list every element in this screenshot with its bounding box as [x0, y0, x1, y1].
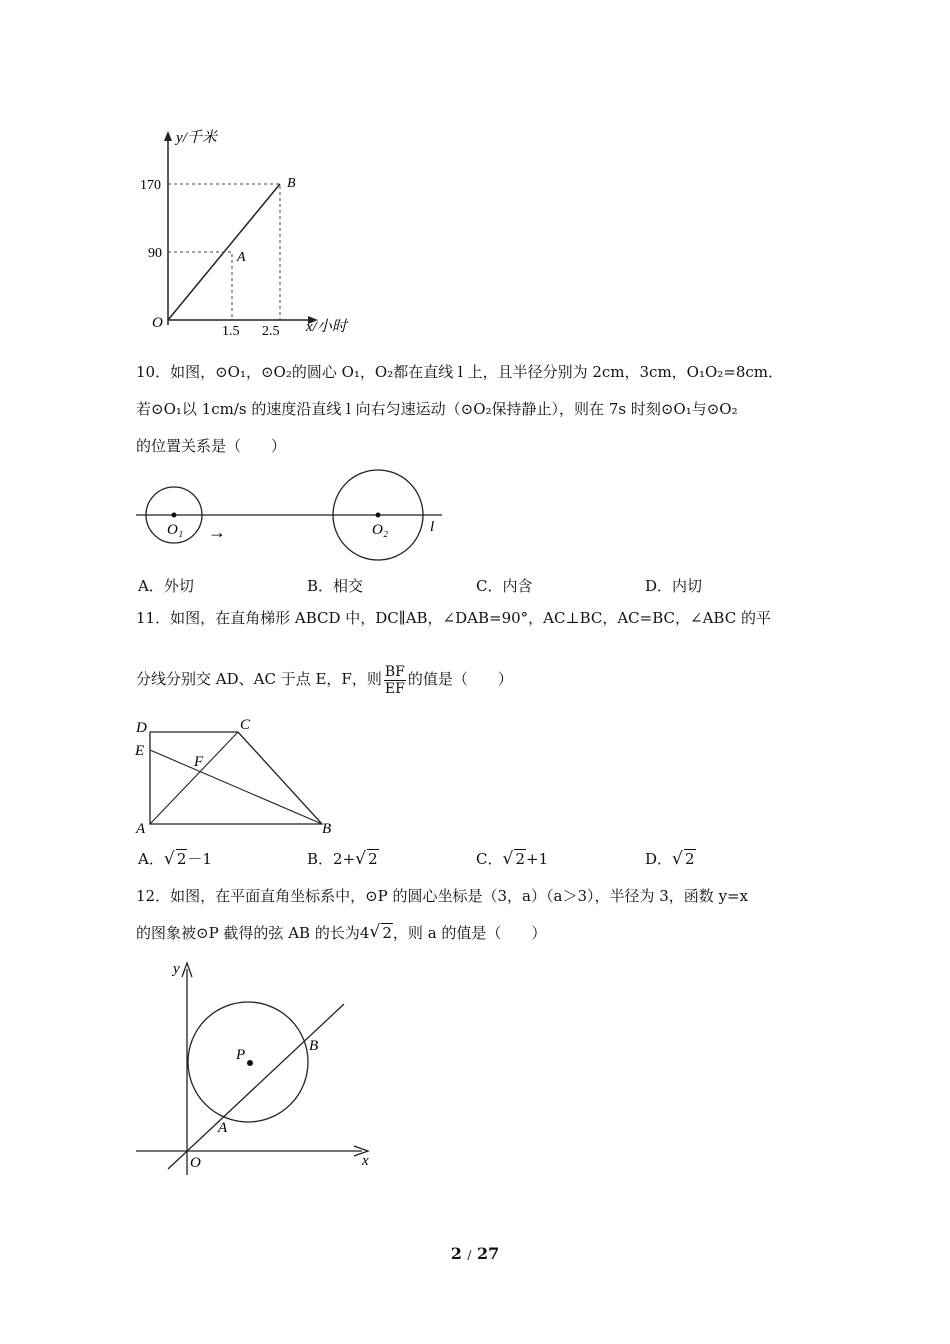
q11-option-a[interactable]	[138, 848, 212, 869]
a-label: A	[218, 1120, 228, 1136]
l-label: l	[430, 519, 435, 535]
q10-option-c[interactable]: C．内含	[476, 577, 533, 595]
q11-line2	[136, 660, 513, 698]
y-tick-90: 90	[148, 246, 162, 261]
option-suffix: －1	[187, 850, 212, 868]
radicand: 2	[515, 850, 526, 868]
total-pages: 27	[477, 1244, 500, 1263]
y-axis-label: y/千米	[176, 130, 217, 146]
q11-line2-post: 的值是（ ）	[407, 670, 513, 688]
point-b-label: B	[287, 176, 296, 191]
current-page: 2	[450, 1244, 462, 1263]
sqrt	[369, 923, 393, 943]
y-tick-170: 170	[140, 178, 161, 193]
q10-line3: 的位置关系是（ ）	[136, 437, 287, 455]
option-label: D．	[645, 850, 673, 868]
coordinate-figure	[130, 955, 380, 1180]
sqrt	[672, 850, 696, 868]
sqrt	[164, 850, 188, 868]
origin-label: O	[190, 1155, 201, 1171]
motion-arrow: →	[208, 522, 226, 542]
page-separator: /	[467, 1248, 472, 1262]
q11-line1: 11．如图，在直角梯形 ABCD 中，DC∥AB，∠DAB=90°，AC⊥BC，AC=BC，∠ABC 的平	[136, 609, 771, 627]
line-y-equals-x	[168, 1004, 344, 1169]
option-suffix: +1	[526, 850, 549, 868]
vertex-a: A	[136, 821, 146, 837]
radicand: 2	[368, 850, 378, 868]
circles-figure	[130, 465, 450, 565]
q12-line2-pre: 的图象被⊙P 截得的弦 AB 的长为	[136, 924, 360, 942]
x-axis-label: x	[362, 1153, 369, 1169]
trapezoid-figure	[130, 712, 350, 837]
q11-option-c[interactable]	[476, 848, 548, 869]
vertex-c: C	[240, 717, 251, 733]
center-p	[247, 1060, 253, 1066]
q10-option-d[interactable]: D．内切	[645, 577, 703, 595]
q10-line2: 若⊙O₁以 1cm/s 的速度沿直线 l 向右匀速运动（⊙O₂保持静止），则在 7s 时刻⊙O₁与⊙O₂	[136, 400, 738, 418]
radicand: 2	[176, 850, 187, 868]
option-prefix: 2+	[333, 850, 356, 868]
q12-line1: 12．如图，在平面直角坐标系中，⊙P 的圆心坐标是（3，a）（a＞3），半径为 3，函数 y=x	[136, 887, 749, 905]
guide-a	[168, 252, 232, 320]
page-number	[0, 1244, 950, 1263]
x-axis-label: x/小时	[306, 319, 347, 335]
fraction-denominator: EF	[384, 680, 405, 697]
q11-line2-pre: 分线分别交 AD、AC 于点 E，F，则	[136, 670, 382, 688]
distance-time-graph	[130, 125, 370, 340]
p-label: P	[236, 1047, 246, 1063]
trapezoid-abcd	[150, 732, 322, 824]
vertex-b: B	[322, 821, 332, 837]
sqrt	[502, 850, 526, 868]
q12-line2-post: ，则 a 的值是（ ）	[392, 924, 547, 942]
option-label: B．	[307, 850, 334, 868]
y-axis-arrow	[164, 131, 172, 141]
origin-label: O	[152, 315, 163, 331]
radicand: 2	[382, 924, 392, 942]
vertex-e: E	[135, 743, 145, 759]
radicand: 2	[685, 850, 695, 868]
q10-line1: 10．如图，⊙O₁，⊙O₂的圆心 O₁，O₂都在直线 l 上，且半径分别为 2cm，3cm，O₁O₂=8cm．	[136, 363, 784, 381]
q11-option-d[interactable]	[645, 848, 696, 869]
point-f: F	[194, 754, 204, 770]
fraction-numerator: BF	[384, 663, 405, 680]
q11-option-b[interactable]	[307, 848, 379, 869]
o2-label: O₂	[372, 522, 389, 538]
chord-coefficient: 4	[359, 924, 370, 942]
y-axis-label: y	[173, 961, 180, 977]
q12-line2	[136, 923, 546, 943]
center-o1	[172, 513, 177, 518]
center-o2	[376, 513, 381, 518]
option-label: C．	[476, 850, 503, 868]
b-label: B	[309, 1038, 319, 1054]
x-tick-1.5: 1.5	[222, 324, 240, 339]
bisector-be	[150, 750, 322, 824]
vertex-d: D	[136, 720, 147, 736]
diagonal-ac	[150, 732, 238, 824]
q10-option-b[interactable]: B．相交	[307, 577, 364, 595]
option-label: A．	[138, 850, 164, 868]
bf-over-ef-fraction	[384, 664, 406, 697]
q10-option-a[interactable]: A．外切	[138, 577, 194, 595]
point-a-label: A	[237, 250, 246, 265]
sqrt	[355, 850, 379, 868]
x-tick-2.5: 2.5	[262, 324, 280, 339]
o1-label: O₁	[167, 522, 184, 538]
